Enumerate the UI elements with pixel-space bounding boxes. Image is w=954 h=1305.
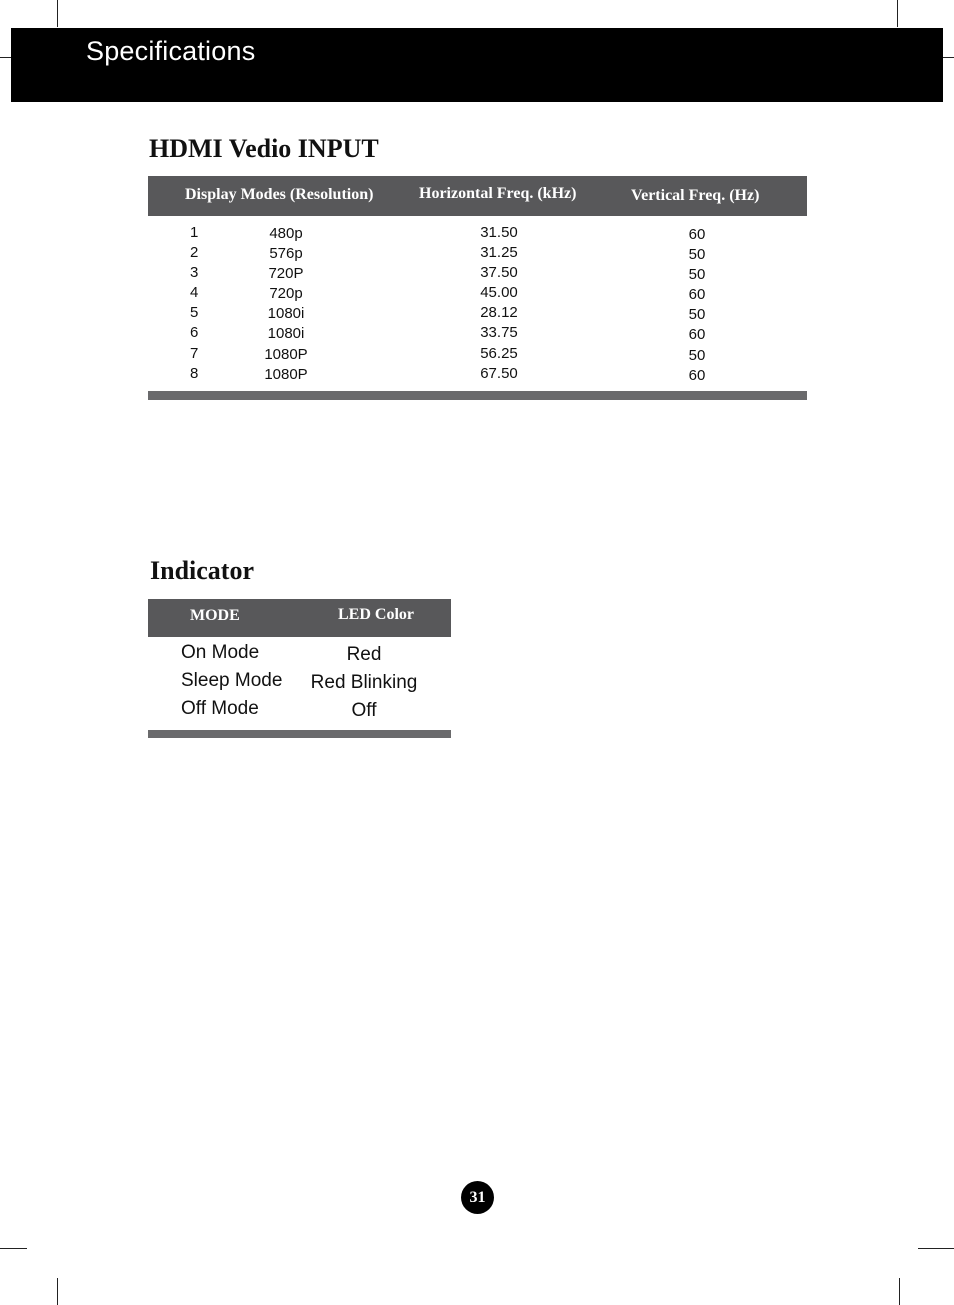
header-display-modes: Display Modes (Resolution)	[185, 186, 374, 203]
crop-mark	[897, 0, 898, 27]
hdmi-table-header	[148, 176, 807, 216]
table-cell: 1080i	[267, 325, 305, 343]
crop-mark	[57, 1278, 58, 1305]
table-cell: 1080i	[267, 305, 305, 323]
table-cell: 60	[688, 226, 706, 243]
crop-mark	[57, 0, 58, 27]
hdmi-mode-column	[246, 224, 326, 385]
table-cell: 50	[688, 246, 706, 264]
table-cell: 4	[190, 284, 199, 302]
table-cell: On Mode	[181, 642, 260, 663]
table-cell: 50	[688, 346, 706, 364]
table-cell: Off	[351, 700, 377, 721]
page-number: 31	[461, 1181, 494, 1214]
hdmi-vertical-column	[677, 225, 717, 386]
crop-mark	[0, 1248, 27, 1249]
hdmi-num-column	[190, 223, 206, 384]
hdmi-horizontal-column	[464, 223, 534, 384]
crop-mark	[918, 1248, 954, 1249]
table-cell: 1080P	[264, 365, 308, 383]
header-horizontal-freq: Horizontal Freq. (kHz)	[419, 185, 577, 202]
table-cell: 1	[190, 224, 199, 241]
crop-mark	[899, 1278, 900, 1305]
table-cell: 60	[688, 326, 706, 344]
table-cell: 3	[190, 264, 199, 282]
crop-mark	[943, 57, 954, 58]
table-cell: 5	[190, 304, 199, 322]
table-cell: Red	[346, 644, 382, 665]
indicator-table-footer	[148, 730, 451, 738]
table-cell: Sleep Mode	[181, 670, 283, 691]
table-cell: 720p	[269, 285, 303, 303]
hdmi-section-title: HDMI Vedio INPUT	[149, 134, 379, 163]
table-cell: 37.50	[480, 264, 518, 282]
table-cell: 8	[190, 364, 199, 382]
page-header-title: Specifications	[86, 36, 256, 66]
header-vertical-freq: Vertical Freq. (Hz)	[631, 187, 760, 204]
indicator-mode-column	[181, 639, 282, 723]
table-cell: 576p	[269, 245, 303, 263]
table-cell: 28.12	[480, 304, 518, 322]
table-cell: 60	[688, 286, 706, 304]
table-cell: 56.25	[480, 344, 518, 362]
table-cell: 480p	[269, 225, 303, 242]
table-cell: 50	[688, 266, 706, 284]
table-cell: 31.50	[480, 224, 518, 241]
table-cell: 45.00	[480, 284, 518, 302]
table-cell: 1080P	[264, 345, 308, 363]
indicator-table-header	[148, 599, 451, 637]
crop-mark	[0, 57, 11, 58]
table-cell: 31.25	[480, 244, 518, 262]
header-mode: MODE	[190, 607, 240, 624]
table-cell: 2	[190, 244, 199, 262]
indicator-led-column	[304, 641, 424, 725]
table-cell: 50	[688, 306, 706, 324]
table-cell: Off Mode	[181, 698, 259, 719]
indicator-section-title: Indicator	[150, 556, 254, 585]
table-cell: 7	[190, 344, 199, 362]
table-cell: 67.50	[480, 364, 518, 382]
table-cell: 6	[190, 324, 199, 342]
header-led-color: LED Color	[338, 606, 414, 623]
table-cell: Red Blinking	[310, 672, 418, 693]
hdmi-table-footer	[148, 391, 807, 400]
table-cell: 60	[688, 366, 706, 384]
table-cell: 720P	[268, 265, 304, 283]
table-cell: 33.75	[480, 324, 518, 342]
